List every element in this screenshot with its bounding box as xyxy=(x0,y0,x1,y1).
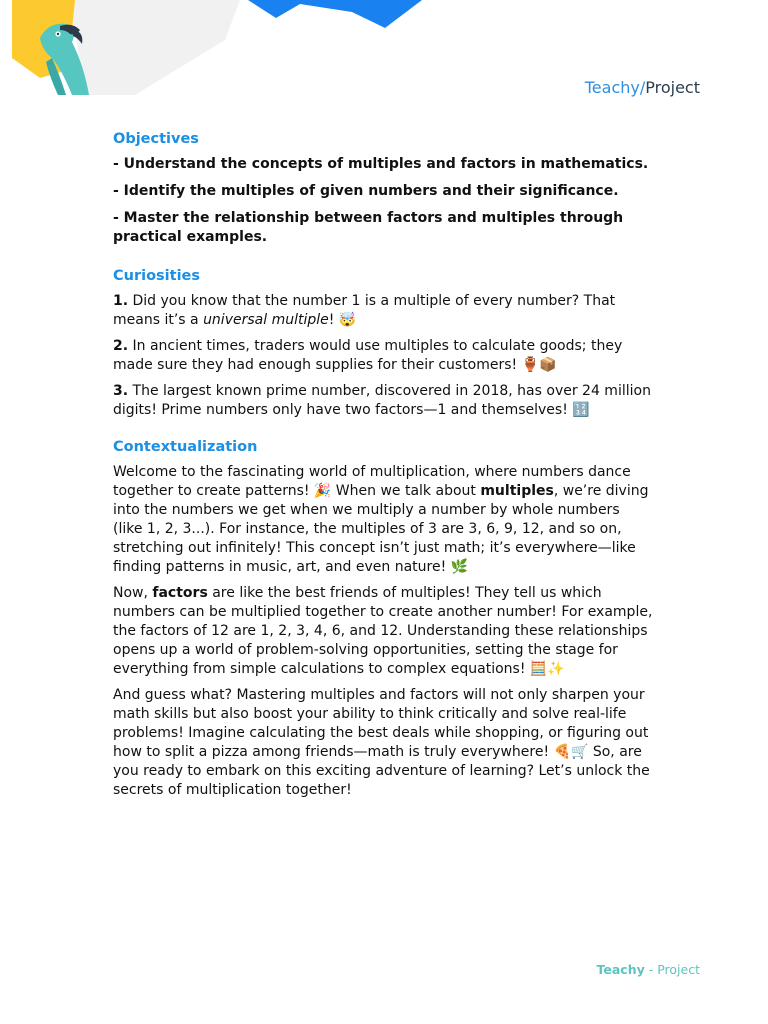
curiosity-number: 1. xyxy=(113,293,129,309)
contextualization-section xyxy=(113,438,653,800)
curiosity-text: Did you know that the number 1 is a multiple of every number? That means it’s a xyxy=(113,293,616,328)
curiosity-item xyxy=(113,337,653,375)
context-text: Welcome to the fascinating world of multiplication, where numbers dance together to create patterns! 🎉 When we talk about xyxy=(113,464,631,499)
curiosities-heading: Curiosities xyxy=(113,268,201,284)
context-paragraph xyxy=(113,584,653,679)
objective-item: - Understand the concepts of multiples and factors in mathematics. xyxy=(113,156,649,172)
context-paragraph xyxy=(113,463,653,577)
curiosity-emphasis: universal multiple xyxy=(203,312,329,328)
curiosity-number: 2. xyxy=(113,338,129,354)
brand-teachy: Teachy/ xyxy=(584,78,646,97)
brand-header xyxy=(585,78,700,98)
brand-project: Project xyxy=(645,78,700,97)
objective-item: - Identify the multiples of given numbers and their significance. xyxy=(113,183,619,199)
contextualization-heading: Contextualization xyxy=(113,439,258,455)
curiosity-text-end: ! 🤯 xyxy=(328,312,357,328)
blue-shape xyxy=(248,0,422,28)
curiosity-item xyxy=(113,292,653,330)
footer-project: - Project xyxy=(644,962,700,977)
curiosity-text: The largest known prime number, discovered in 2018, has over 24 million digits! Prime numbers only have two factors—1 and themselves! 🔢 xyxy=(113,383,651,418)
context-keyword: factors xyxy=(152,585,208,601)
context-keyword: multiples xyxy=(480,483,554,499)
footer-teachy: Teachy xyxy=(596,962,645,977)
curiosity-number: 3. xyxy=(113,383,129,399)
document-body xyxy=(113,130,653,818)
context-text: are like the best friends of multiples! They tell us which numbers can be multiplied together to create another number! For example, the factors of 12 are 1, 2, 3, 4, 6, and 12. Understanding these relationships opens up a world of problem-solving opportunities, setting the stage for everything from simple calculations to complex equations! 🧮✨ xyxy=(113,585,653,677)
context-text: Now, xyxy=(113,585,153,601)
page-footer xyxy=(597,962,700,978)
objectives-section xyxy=(113,130,653,247)
context-text: , we’re diving into the numbers we get when we multiply a number by whole numbers (like 1, 2, 3...). For instance, the multiples of 3 are 3, 6, 9, 12, and so on, stretching out infinitely! This concept isn’t just math; it’s everywhere—like finding patterns in music, art, and even nature! 🌿 xyxy=(113,483,649,575)
curiosity-item xyxy=(113,382,653,420)
context-paragraph: And guess what? Mastering multiples and factors will not only sharpen your math skills but also boost your ability to think critically and solve real-life problems! Imagine calculating the best deals while shopping, or figuring out how to split a pizza among friends—math is truly everywhere! 🍕🛒 So, are you ready to embark on this exciting adventure of learning? Let’s unlock the secrets of multiplication together! xyxy=(113,687,650,798)
curiosity-text: In ancient times, traders would use multiples to calculate goods; they made sure they had enough supplies for their customers! 🏺📦 xyxy=(113,338,623,373)
grey-shape xyxy=(70,0,240,95)
objectives-heading: Objectives xyxy=(113,131,199,147)
curiosities-section xyxy=(113,267,653,420)
objective-item: - Master the relationship between factors and multiples through practical examples. xyxy=(113,210,624,245)
